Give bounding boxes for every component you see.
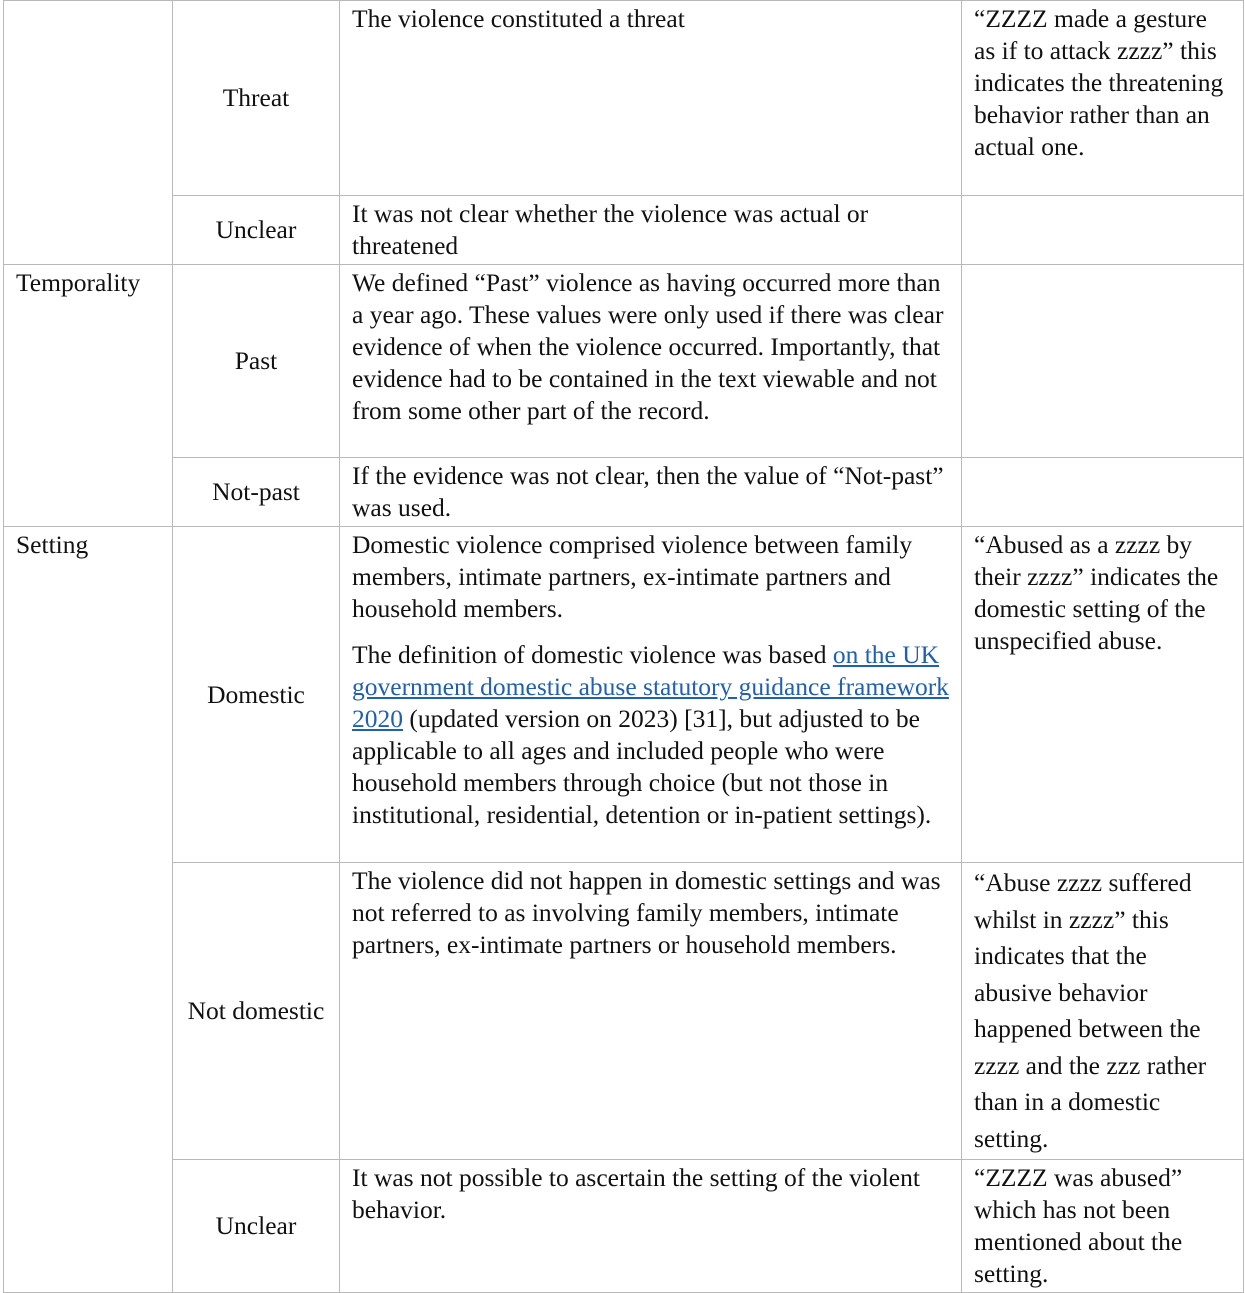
category-cell [4, 1, 173, 265]
table-row [4, 458, 1244, 527]
table-row [4, 527, 1244, 863]
description-text: If the evidence was not clear, then the value of “Not-past” was used. [352, 461, 944, 522]
description-cell [340, 196, 962, 265]
description-cell [340, 1, 962, 196]
description-cell [340, 863, 962, 1160]
value-cell: Threat [173, 1, 340, 196]
description-cell [340, 458, 962, 527]
description-text: It was not clear whether the violence was actual or threatened [352, 199, 869, 260]
table-row [4, 863, 1244, 1160]
example-cell: “ZZZZ made a gesture as if to attack zzzz” this indicates the threatening behavior rather than an actual one. [962, 1, 1244, 196]
definition-text-after: (updated version on 2023) [31], but adjusted to be applicable to all ages and included people who were household members through choice (but not those in institutional, residential, detention or in-patient settings). [352, 704, 932, 829]
description-text-with-link [352, 639, 949, 831]
example-cell: “Abused as a zzzz by their zzzz” indicates the domestic setting of the unspecified abuse. [962, 527, 1244, 863]
example-cell [962, 265, 1244, 458]
value-cell: Not domestic [173, 863, 340, 1160]
example-cell [962, 196, 1244, 265]
example-cell: “Abuse zzzz suffered whilst in zzzz” this indicates that the abusive behavior happened between the zzzz and the zzz rather than in a domestic setting. [962, 863, 1244, 1160]
category-cell: Temporality [4, 265, 173, 527]
description-text: It was not possible to ascertain the setting of the violent behavior. [352, 1163, 920, 1224]
value-cell: Past [173, 265, 340, 458]
definition-text-before: The definition of domestic violence was based [352, 640, 833, 669]
annotation-table [3, 0, 1244, 1293]
value-cell: Not-past [173, 458, 340, 527]
description-text: We defined “Past” violence as having occurred more than a year ago. These values were only used if there was clear evidence of when the violence occurred. Importantly, that evidence had to be contained in the text viewable and not from some other part of the record. [352, 268, 944, 425]
description-text: Domestic violence comprised violence between family members, intimate partners, ex-intimate partners and household members. [352, 530, 913, 623]
description-text: The violence constituted a threat [352, 4, 685, 33]
description-cell [340, 527, 962, 863]
table-row [4, 265, 1244, 458]
description-cell [340, 1160, 962, 1293]
category-cell: Setting [4, 527, 173, 1293]
value-cell: Unclear [173, 196, 340, 265]
guidance-framework-link[interactable]: on the UK government domestic abuse statutory guidance framework 2020 [352, 640, 949, 733]
table-row [4, 1160, 1244, 1293]
value-cell: Domestic [173, 527, 340, 863]
value-cell: Unclear [173, 1160, 340, 1293]
description-text: The violence did not happen in domestic settings and was not referred to as involving family members, intimate partners, ex-intimate partners or household members. [352, 866, 941, 959]
example-cell [962, 458, 1244, 527]
table-row [4, 196, 1244, 265]
table-row [4, 1, 1244, 196]
example-cell: “ZZZZ was abused” which has not been mentioned about the setting. [962, 1160, 1244, 1293]
description-cell [340, 265, 962, 458]
